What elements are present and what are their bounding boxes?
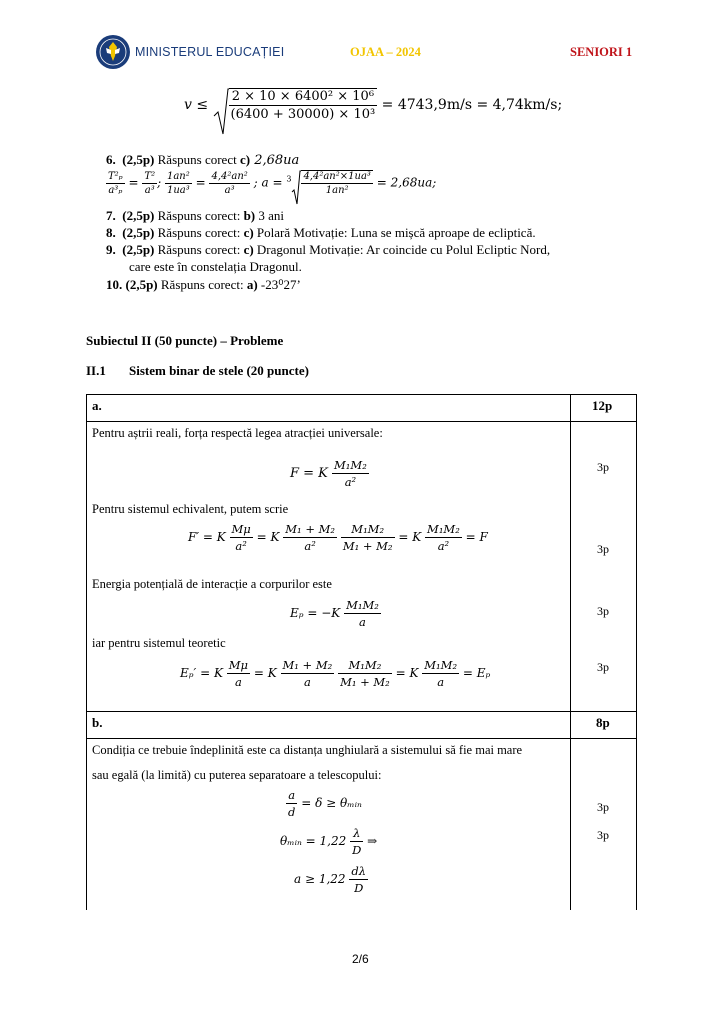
problem-title: Sistem binar de stele (20 puncte) [129, 363, 309, 378]
gravitation-intro: Pentru aștrii reali, forța respectă legea atracției universale: [92, 426, 383, 440]
equivalent-force-equation: F′ = K $\frac{M\mu}{\text{a²}}$ = K $\frac{\text{M₁ + M₂}}{\text{a²}}$ $\frac{\text{M₁M₂}}{\text{M₁ + M₂}}$ = K $\frac{\text{M₁M₂}}{\text{a²}}$ = F [188, 522, 488, 553]
theoretical-system-text: iar pentru sistemul teoretic [92, 636, 226, 650]
problem-number: II.1 [86, 363, 106, 378]
answer-8: 8. (2,5p) Răspuns corect: c) Polară Motivație: Luna se mișcă aproape de ecliptică. [106, 225, 536, 240]
force-equation: F = K $\frac{\text{M₁M₂}}{\text{a²}}$ [290, 458, 367, 489]
category-label: SENIORI 1 [570, 45, 633, 59]
table-border [86, 421, 637, 422]
section-title: Subiectul II (50 puncte) – Probleme [86, 333, 284, 348]
part-a-label: a. [92, 398, 102, 413]
part-a-points: 12p [592, 398, 613, 413]
points-b2: 3p [597, 828, 609, 842]
table-border [570, 394, 571, 910]
points-a4: 3p [597, 660, 609, 674]
table-border [86, 394, 637, 395]
condition-text-line2: sau egală (la limită) cu puterea separatoare a telescopului: [92, 768, 382, 782]
answer-6: 6. (2,5p) Răspuns corect c) 2,68ua [106, 152, 300, 168]
potential-energy-text: Energia potențială de interacție a corpurilor este [92, 577, 332, 591]
olympiad-title: OJAA – 2024 [350, 45, 421, 59]
kepler-equation: $\frac{\text{T²ₚ}}{\text{a³ₚ}}$ = $\frac{\text{T²}}{\text{a³}}$ ; $\frac{\text{1an²}}{\text{1ua³}}$ = $\frac{\text{4,4²an²}}{\text{a³}}$ ; a = $^3$ $\frac{\text{4,4²an²×1ua³}}{\text{1an²}}$ = 2,68ua; [106, 170, 436, 196]
equivalent-system-text: Pentru sistemul echivalent, putem scrie [92, 502, 289, 516]
points-b1: 3p [597, 800, 609, 814]
answer-10: 10. (2,5p) Răspuns corect: a) -23⁰27’ [106, 277, 301, 292]
page-number: 2/6 [352, 952, 369, 966]
answer-9-continued: care este în constelația Dragonul. [129, 259, 302, 274]
table-border [636, 394, 637, 910]
part-b-label: b. [92, 715, 103, 730]
condition-text-line1: Condiția ce trebuie îndeplinită este ca distanța unghiulară a sistemului să fie mai mare [92, 743, 523, 757]
table-border [86, 738, 637, 739]
cube-root-sign [291, 170, 301, 206]
table-border [86, 711, 637, 712]
ministry-logo [95, 34, 131, 70]
potential-energy-equation: Eₚ = −K $\frac{\text{M₁M₂}}{a}$ [290, 598, 379, 629]
theoretical-energy-equation: Eₚ′ = K $\frac{M\mu}{a}$ = K $\frac{\text{M₁ + M₂}}{a}$ $\frac{\text{M₁M₂}}{\text{M₁ + M₂}}$ = K $\frac{\text{M₁M₂}}{a}$ = Eₚ [180, 658, 491, 689]
part-b-points: 8p [596, 715, 610, 730]
points-a3: 3p [597, 604, 609, 618]
table-border [86, 394, 87, 910]
velocity-equation: v ≤ $\frac{\text{2 × 10 × 6400² × 10⁶}}{\text{(6400 + 30000) × 10³}}$ = 4743,9m/s = 4,74km/s; [184, 88, 562, 122]
radical-sign [213, 88, 229, 136]
crest-icon [95, 34, 131, 70]
answer-9: 9. (2,5p) Răspuns corect: c) Dragonul Motivație: Ar coincide cu Polul Ecliptic Nord, [106, 242, 551, 257]
points-a2: 3p [597, 542, 609, 556]
angular-distance-equation: $\frac{a}{d}$ = δ ≥ θₘᵢₙ [288, 788, 362, 819]
points-a1: 3p [597, 460, 609, 474]
separation-inequality: a ≥ 1,22 $\frac{d\lambda}{D}$ [294, 864, 367, 895]
answer-7: 7. (2,5p) Răspuns corect: b) 3 ani [106, 208, 285, 223]
resolution-equation: θₘᵢₙ = 1,22 $\frac{\lambda}{D}$ ⇒ [280, 826, 378, 857]
ministry-name: MINISTERUL EDUCAȚIEI [135, 45, 285, 59]
